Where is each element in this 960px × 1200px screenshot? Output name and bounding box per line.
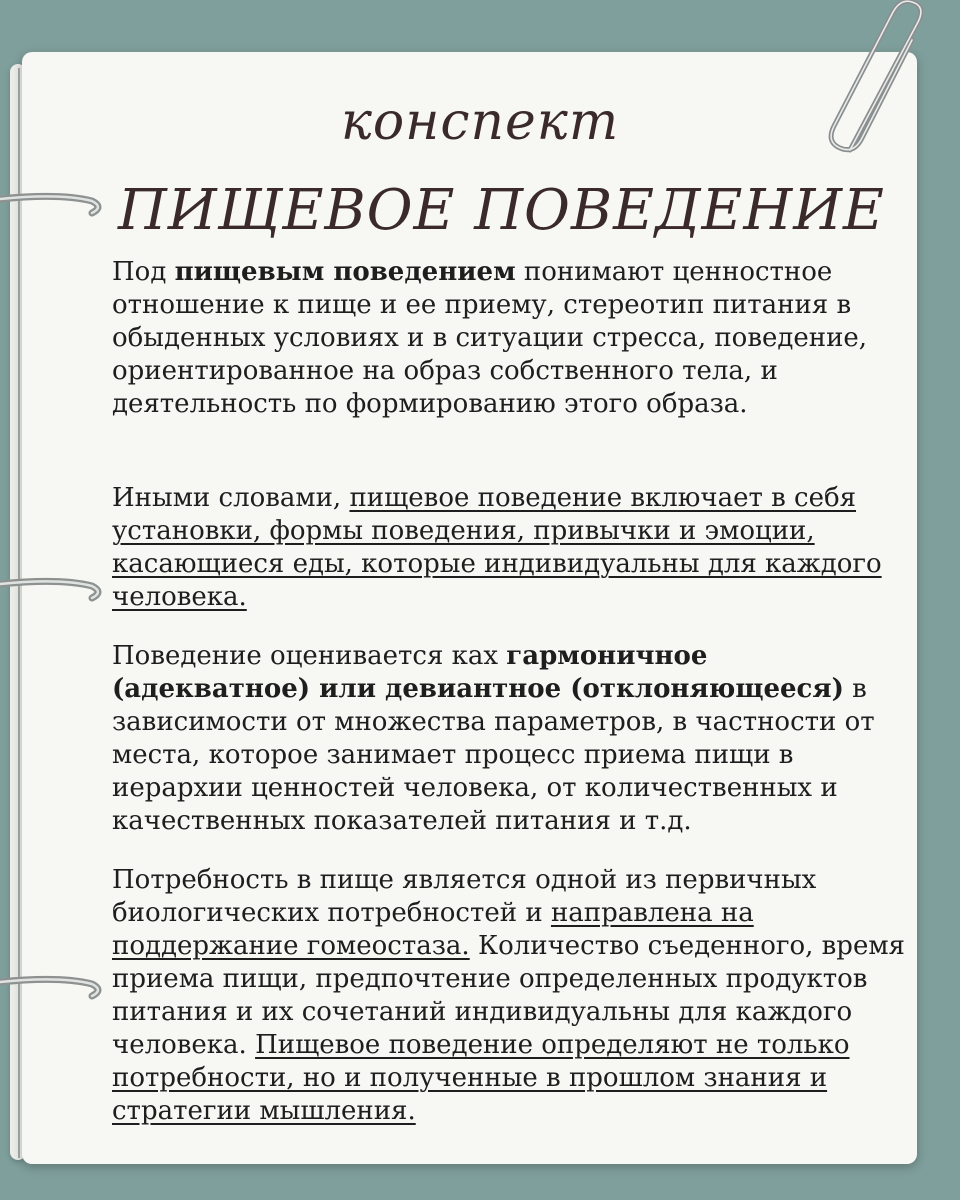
binder-ring-icon [0, 968, 110, 1008]
underlined-text: направлена на поддержание гомеостаза. [112, 898, 754, 961]
text-span: Под [112, 257, 175, 287]
text-span: Потребность в пище является одной из первичных биологических потребностей и [112, 865, 817, 928]
page-title: ПИЩЕВОЕ ПОВЕДЕНИЕ [118, 178, 885, 243]
underlined-text: Пищевое поведение определяют не только потребности, но и полученные в прошлом знания и стратегии мышления. [112, 1030, 850, 1126]
paragraph-need [112, 864, 912, 1128]
binder-ring-icon [0, 570, 110, 610]
underlined-text: пищевое поведение включает в себя установки, формы поведения, привычки и эмоции, касающиеся еды, которые индивидуальны для каждого человека. [112, 483, 882, 612]
paragraph-evaluation [112, 640, 912, 838]
bold-term: пищевым поведением [174, 257, 516, 287]
binder-ring-icon [0, 185, 110, 225]
text-span: Иными словами, [112, 483, 350, 513]
text-span: Количество съеденного, время приема пищи, предпочтение определенных продуктов питания и их сочетаний индивидуальны для каждого человека. [112, 931, 905, 1060]
bold-term: гармоничное (адекватное) или девиантное (отклоняющееся) [112, 641, 844, 704]
text-span: Поведение оценивается ках [112, 641, 507, 671]
paragraph-definition [112, 256, 912, 421]
paragraph-in-other-words [112, 482, 912, 614]
page-subtitle: конспект [340, 92, 620, 152]
text-span: понимают ценностное отношение к пище и ее приему, стереотип питания в обыденных условиях и в ситуации стресса, поведение, ориентированное на образ собственного тела, и деятельность по формированию этого образа. [112, 257, 868, 419]
text-span: в зависимости от множества параметров, в частности от места, которое занимает процесс приема пищи в иерархии ценностей человека, от количественных и качественных показателей питания и т.д. [112, 674, 875, 836]
